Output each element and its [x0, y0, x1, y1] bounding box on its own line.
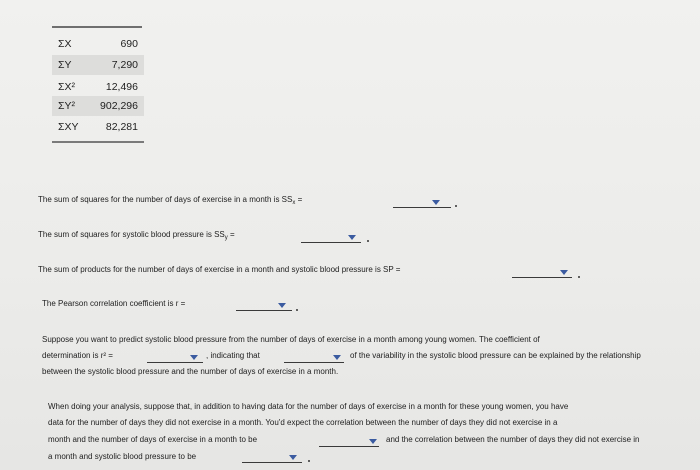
period-dot — [367, 240, 369, 242]
question-r: The Pearson correlation coefficient is r = — [42, 299, 186, 308]
period-dot — [308, 460, 310, 462]
row-value: 902,296 — [100, 100, 138, 112]
table-row — [52, 55, 144, 75]
table-top-rule — [52, 26, 142, 28]
row-label: ΣX² — [58, 81, 75, 93]
subscript: y — [224, 235, 228, 241]
row-label: ΣY² — [58, 100, 75, 112]
period-dot — [296, 309, 298, 311]
question-sp: The sum of products for the number of days of exercise in a month and systolic blood pressure is SP = — [38, 265, 401, 274]
paragraph-1-line-2c: of the variability in the systolic blood pressure can be explained by the relationship — [350, 351, 641, 360]
row-label: ΣX — [58, 38, 72, 50]
paragraph-1-line-1: Suppose you want to predict systolic blood pressure from the number of days of exercise in a month among young women. The coefficient of — [42, 335, 540, 344]
row-value: 7,290 — [111, 59, 138, 71]
paragraph-2-line-2: data for the number of days they did not exercise in a month. You'd expect the correlation between the number of days they did not exercise in a — [48, 418, 558, 427]
row-value: 690 — [120, 38, 138, 50]
period-dot — [578, 276, 580, 278]
chevron-down-icon[interactable] — [560, 270, 568, 275]
chevron-down-icon[interactable] — [190, 355, 198, 360]
paragraph-1-line-2a: determination is r² = — [42, 351, 113, 360]
chevron-down-icon[interactable] — [289, 455, 297, 460]
chevron-down-icon[interactable] — [333, 355, 341, 360]
chevron-down-icon[interactable] — [432, 200, 440, 205]
period-dot — [455, 205, 457, 207]
table-row — [52, 34, 144, 54]
paragraph-1-line-2b: , indicating that — [206, 351, 260, 360]
row-value: 82,281 — [105, 121, 138, 133]
equals-sign: = — [227, 230, 235, 239]
question-ssy — [38, 229, 235, 244]
paragraph-1-line-3: between the systolic blood pressure and the number of days of exercise in a month. — [42, 367, 339, 376]
paragraph-2-line-3b: and the correlation between the number of days they did not exercise in — [386, 435, 640, 444]
table-row — [52, 77, 144, 97]
row-label: ΣXY — [58, 121, 79, 133]
table-row — [52, 96, 144, 116]
paragraph-2-line-4: a month and systolic blood pressure to be — [48, 452, 197, 461]
chevron-down-icon[interactable] — [348, 235, 356, 240]
chevron-down-icon[interactable] — [369, 439, 377, 444]
chevron-down-icon[interactable] — [278, 303, 286, 308]
question-text: The sum of squares for systolic blood pressure is SS — [38, 230, 225, 239]
question-ssx — [38, 194, 302, 209]
equals-sign: = — [295, 195, 303, 204]
subscript: x — [292, 200, 296, 206]
table-bottom-rule — [52, 141, 144, 143]
table-row — [52, 117, 144, 137]
paragraph-2-line-3a: month and the number of days of exercise in a month to be — [48, 435, 258, 444]
row-value: 12,496 — [105, 81, 138, 93]
question-text: The sum of squares for the number of days of exercise in a month is SS — [38, 195, 293, 204]
ssx-answer-dropdown[interactable] — [393, 197, 451, 208]
row-label: ΣY — [58, 59, 72, 71]
paragraph-2-line-1: When doing your analysis, suppose that, in addition to having data for the number of days of exercise in a month for these young women, you have — [48, 402, 569, 411]
